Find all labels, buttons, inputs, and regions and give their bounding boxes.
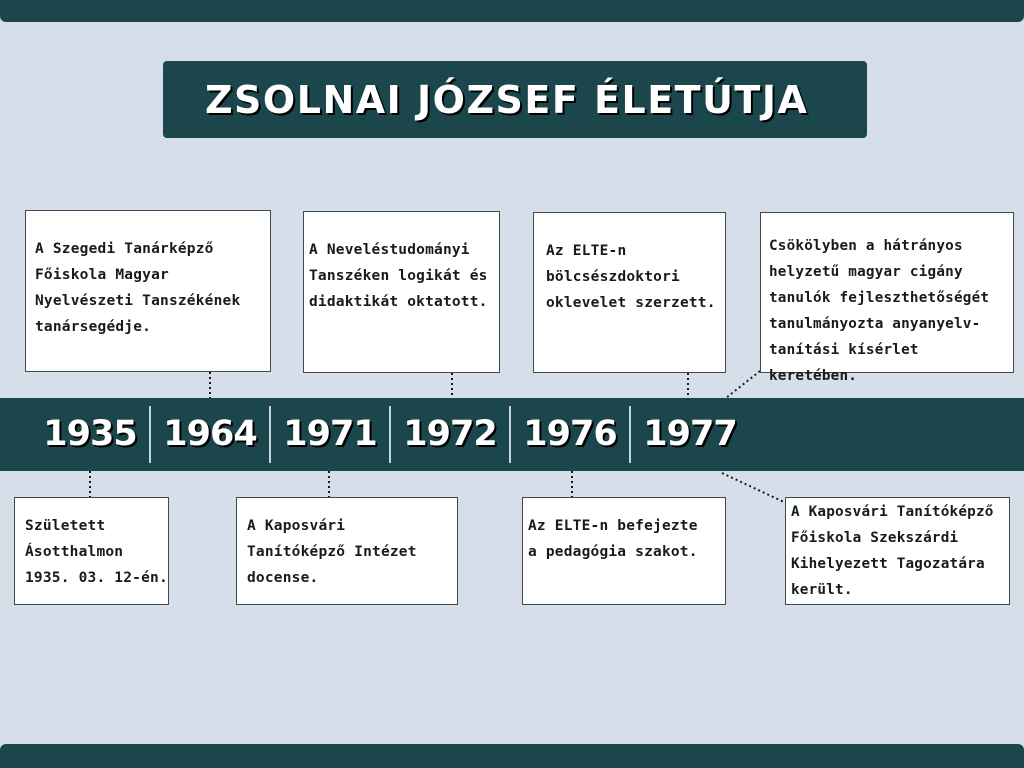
bottom-decor-bar: [0, 744, 1024, 768]
event-box-1935: Született Ásotthalmon 1935. 03. 12-én.: [14, 497, 169, 605]
connector-1977-above-b: [726, 371, 760, 398]
event-box-1977-research: Csökölyben a hátrányos helyzetű magyar cigány tanulók fejleszthetőségét tanulmányozta anyanyelv- tanítási kísérlet keretében.: [760, 212, 1014, 373]
event-box-1977-doctorate: Az ELTE-n bölcsészdoktori oklevelet szerzett.: [533, 212, 726, 373]
event-box-1977-szekszard: A Kaposvári Tanítóképző Főiskola Szekszárdi Kihelyezett Tagozatára került.: [785, 497, 1010, 605]
year-1964: 1964: [163, 414, 257, 454]
page-title: ZSOLNAI JÓZSEF ÉLETÚTJA: [205, 77, 809, 122]
event-box-1964: A Szegedi Tanárképző Főiskola Magyar Nyelvészeti Tanszékének tanársegédje.: [25, 210, 271, 372]
event-box-1972: A Neveléstudományi Tanszéken logikát és didaktikát oktatott.: [303, 211, 500, 373]
year-1971: 1971: [283, 414, 377, 454]
year-1935: 1935: [43, 414, 137, 454]
connector-1977-below: [722, 473, 786, 503]
event-box-1971: A Kaposvári Tanítóképző Intézet docense.: [236, 497, 458, 605]
year-1977: 1977: [643, 414, 737, 454]
year-1976: 1976: [523, 414, 617, 454]
timeline-band: [0, 398, 1024, 471]
event-box-1976: Az ELTE-n befejezte a pedagógia szakot.: [522, 497, 726, 605]
year-1972: 1972: [403, 414, 497, 454]
